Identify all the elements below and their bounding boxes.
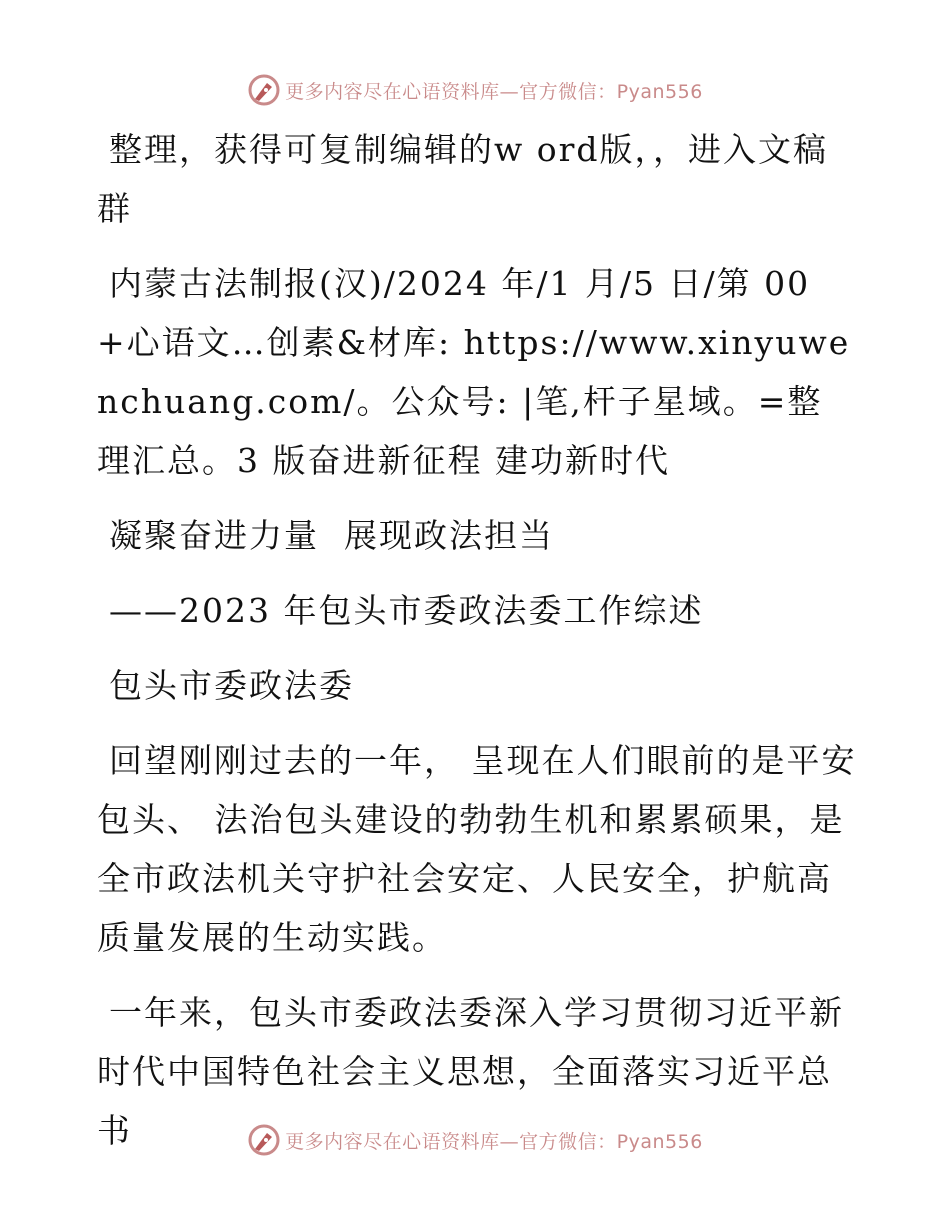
article-author: 包头市委政法委 — [109, 666, 354, 705]
article-title: 凝聚奋进力量 展现政法担当 — [109, 516, 554, 555]
body-paragraph: 一年来，包头市委政法委深入学习贯彻习近平新时代中国特色社会主义思想，全面落实习近平总书 — [97, 993, 844, 1150]
article-subtitle: ——2023 年包头市委政法委工作综述 — [109, 591, 704, 630]
document-body — [97, 120, 857, 1176]
watermark-wechat-id: Pyan556 — [616, 80, 703, 103]
source-info: 内蒙古法制报(汉)/2024 年/1 月/5 日/第 00+心语文…创素&材库: https://www.xinyuwenchuang.com/。公众号: |笔,杆子星域。=整理汇总。3 版奋进新征程 建功新时代 — [97, 264, 851, 480]
watermark-text: 更多内容尽在心语资料库—官方微信：Pyan556 — [285, 80, 703, 103]
watermark-text: 更多内容尽在心语资料库—官方微信：Pyan556 — [285, 1130, 703, 1153]
header-watermark — [0, 70, 950, 110]
body-paragraph: 回望刚刚过去的一年， 呈现在人们眼前的是平安包头、 法治包头建设的勃勃生机和累累硕果，是全市政法机关守护社会安定、人民安全，护航高质量发展的生动实践。 — [97, 741, 857, 957]
pen-nib-circle-icon — [247, 1123, 281, 1157]
footer-watermark — [0, 1120, 950, 1160]
pen-nib-circle-icon — [247, 73, 281, 107]
watermark-wechat-id: Pyan556 — [616, 1130, 703, 1153]
intro-note: 整理，获得可复制编辑的w ord版，，进入文稿群 — [97, 130, 829, 228]
